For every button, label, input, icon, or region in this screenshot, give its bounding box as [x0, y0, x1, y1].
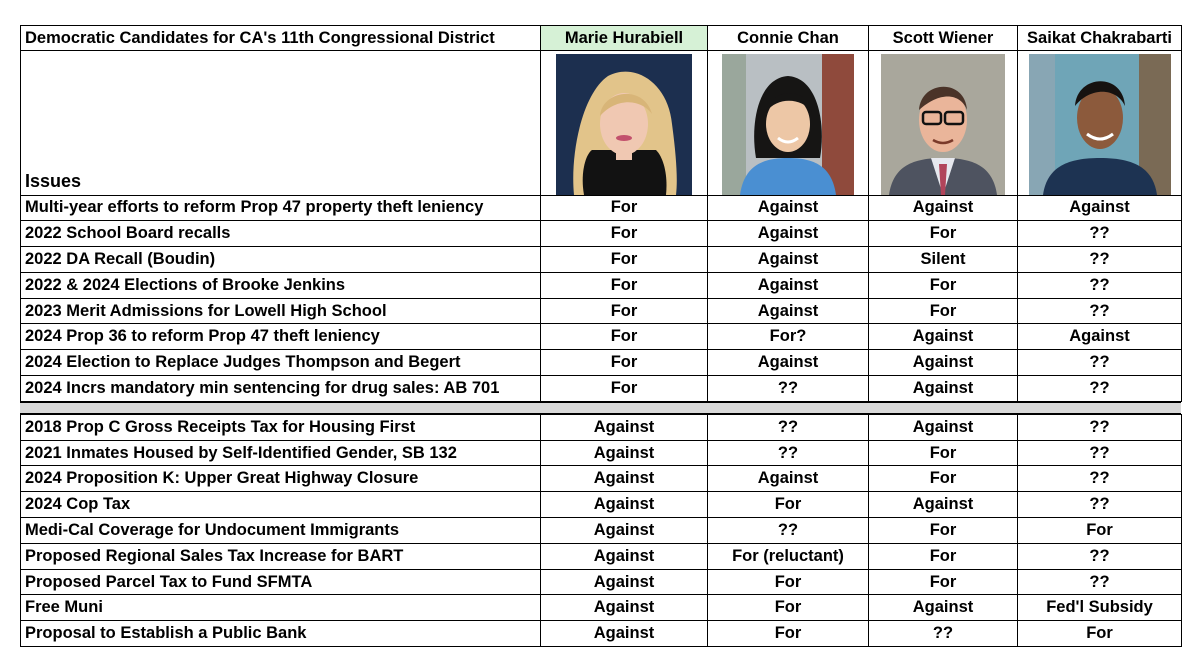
position-cell-chan: For — [708, 569, 869, 595]
position-cell-chan: For — [708, 595, 869, 621]
position-cell-chakrabarti: ?? — [1018, 543, 1182, 569]
position-cell-chan: ?? — [708, 376, 869, 402]
table-row — [21, 221, 1182, 247]
position-cell-chan: Against — [708, 298, 869, 324]
position-cell-chakrabarti: For — [1018, 621, 1182, 647]
section-separator — [20, 402, 1181, 413]
position-cell-chan: Against — [708, 350, 869, 376]
portrait-hurabiell — [556, 54, 692, 195]
photo-cell-chakrabarti — [1018, 51, 1182, 196]
position-cell-hurabiell: Against — [541, 492, 708, 518]
position-cell-wiener: For — [869, 298, 1018, 324]
issue-cell: Medi-Cal Coverage for Undocument Immigrants — [21, 518, 541, 544]
issue-cell: Proposed Parcel Tax to Fund SFMTA — [21, 569, 541, 595]
position-cell-hurabiell: For — [541, 195, 708, 221]
position-cell-chan: For — [708, 621, 869, 647]
position-cell-chan: ?? — [708, 414, 869, 440]
position-cell-wiener: For — [869, 440, 1018, 466]
header-row — [21, 26, 1182, 51]
issues-label: Issues — [21, 51, 541, 196]
position-cell-hurabiell: For — [541, 272, 708, 298]
position-cell-chakrabarti: Against — [1018, 195, 1182, 221]
position-cell-chakrabarti: ?? — [1018, 466, 1182, 492]
position-cell-hurabiell: For — [541, 247, 708, 273]
position-cell-wiener: Against — [869, 414, 1018, 440]
position-cell-hurabiell: Against — [541, 466, 708, 492]
position-cell-wiener: For — [869, 272, 1018, 298]
issue-cell: 2018 Prop C Gross Receipts Tax for Housing First — [21, 414, 541, 440]
position-cell-wiener: Against — [869, 376, 1018, 402]
issue-cell: 2024 Prop 36 to reform Prop 47 theft leniency — [21, 324, 541, 350]
issue-cell: Free Muni — [21, 595, 541, 621]
candidate-name-chakrabarti: Saikat Chakrabarti — [1018, 26, 1182, 51]
table-row — [21, 195, 1182, 221]
position-cell-chakrabarti: ?? — [1018, 272, 1182, 298]
position-cell-hurabiell: For — [541, 350, 708, 376]
issues-table-part-a — [20, 195, 1182, 402]
issue-cell: 2021 Inmates Housed by Self-Identified Gender, SB 132 — [21, 440, 541, 466]
table-row — [21, 350, 1182, 376]
position-cell-chakrabarti: ?? — [1018, 492, 1182, 518]
table-row — [21, 518, 1182, 544]
position-cell-wiener: For — [869, 221, 1018, 247]
position-cell-chan: Against — [708, 466, 869, 492]
position-cell-wiener: Against — [869, 324, 1018, 350]
table-row — [21, 492, 1182, 518]
position-cell-chakrabarti: ?? — [1018, 221, 1182, 247]
position-cell-chan: For (reluctant) — [708, 543, 869, 569]
issues-table-separator — [20, 402, 1181, 414]
position-cell-wiener: Against — [869, 350, 1018, 376]
table-row — [21, 543, 1182, 569]
issue-cell: 2022 School Board recalls — [21, 221, 541, 247]
position-cell-hurabiell: Against — [541, 518, 708, 544]
candidate-comparison-table — [20, 25, 1182, 196]
position-cell-wiener: For — [869, 543, 1018, 569]
position-cell-chakrabarti: For — [1018, 518, 1182, 544]
issue-cell: 2024 Cop Tax — [21, 492, 541, 518]
position-cell-hurabiell: Against — [541, 595, 708, 621]
issue-cell: Proposed Regional Sales Tax Increase for BART — [21, 543, 541, 569]
table-row — [21, 414, 1182, 440]
issue-cell: 2023 Merit Admissions for Lowell High School — [21, 298, 541, 324]
position-cell-wiener: Against — [869, 492, 1018, 518]
issue-cell: Multi-year efforts to reform Prop 47 property theft leniency — [21, 195, 541, 221]
position-cell-chan: For? — [708, 324, 869, 350]
position-cell-hurabiell: Against — [541, 569, 708, 595]
position-cell-chakrabarti: Fed'l Subsidy — [1018, 595, 1182, 621]
position-cell-hurabiell: For — [541, 376, 708, 402]
issue-cell: 2024 Incrs mandatory min sentencing for drug sales: AB 701 — [21, 376, 541, 402]
portrait-wiener — [881, 54, 1005, 195]
issue-cell: 2022 & 2024 Elections of Brooke Jenkins — [21, 272, 541, 298]
position-cell-chan: ?? — [708, 440, 869, 466]
table-row — [21, 247, 1182, 273]
position-cell-hurabiell: For — [541, 298, 708, 324]
position-cell-chakrabarti: ?? — [1018, 569, 1182, 595]
position-cell-chan: Against — [708, 272, 869, 298]
position-cell-wiener: ?? — [869, 621, 1018, 647]
position-cell-chakrabarti: ?? — [1018, 298, 1182, 324]
comparison-table-wrap — [20, 25, 1181, 647]
position-cell-wiener: Against — [869, 595, 1018, 621]
position-cell-chakrabarti: Against — [1018, 324, 1182, 350]
table-row — [21, 621, 1182, 647]
position-cell-chan: Against — [708, 195, 869, 221]
table-row — [21, 595, 1182, 621]
photo-cell-hurabiell — [541, 51, 708, 196]
table-row — [21, 440, 1182, 466]
table-row — [21, 569, 1182, 595]
position-cell-wiener: For — [869, 466, 1018, 492]
table-row — [21, 298, 1182, 324]
issue-cell: 2022 DA Recall (Boudin) — [21, 247, 541, 273]
position-cell-wiener: For — [869, 518, 1018, 544]
position-cell-hurabiell: For — [541, 221, 708, 247]
position-cell-hurabiell: Against — [541, 621, 708, 647]
position-cell-wiener: For — [869, 569, 1018, 595]
table-row — [21, 272, 1182, 298]
photo-row — [21, 51, 1182, 196]
position-cell-hurabiell: Against — [541, 414, 708, 440]
candidate-name-chan: Connie Chan — [708, 26, 869, 51]
photo-cell-wiener — [869, 51, 1018, 196]
position-cell-chakrabarti: ?? — [1018, 376, 1182, 402]
table-row — [21, 324, 1182, 350]
portrait-chakrabarti — [1029, 54, 1171, 195]
position-cell-wiener: Against — [869, 195, 1018, 221]
table-row — [21, 376, 1182, 402]
position-cell-chakrabarti: ?? — [1018, 247, 1182, 273]
position-cell-chan: Against — [708, 221, 869, 247]
position-cell-chakrabarti: ?? — [1018, 350, 1182, 376]
table-row — [21, 466, 1182, 492]
position-cell-hurabiell: For — [541, 324, 708, 350]
issues-table-part-b — [20, 414, 1182, 647]
position-cell-chan: Against — [708, 247, 869, 273]
issue-cell: Proposal to Establish a Public Bank — [21, 621, 541, 647]
issue-cell: 2024 Election to Replace Judges Thompson and Begert — [21, 350, 541, 376]
position-cell-wiener: Silent — [869, 247, 1018, 273]
position-cell-chakrabarti: ?? — [1018, 440, 1182, 466]
candidate-name-hurabiell: Marie Hurabiell — [541, 26, 708, 51]
position-cell-hurabiell: Against — [541, 543, 708, 569]
position-cell-chan: ?? — [708, 518, 869, 544]
position-cell-chan: For — [708, 492, 869, 518]
issue-cell: 2024 Proposition K: Upper Great Highway Closure — [21, 466, 541, 492]
position-cell-chakrabarti: ?? — [1018, 414, 1182, 440]
position-cell-hurabiell: Against — [541, 440, 708, 466]
photo-cell-chan — [708, 51, 869, 196]
candidate-name-wiener: Scott Wiener — [869, 26, 1018, 51]
table-title: Democratic Candidates for CA's 11th Congressional District — [21, 26, 541, 51]
portrait-chan — [722, 54, 854, 195]
